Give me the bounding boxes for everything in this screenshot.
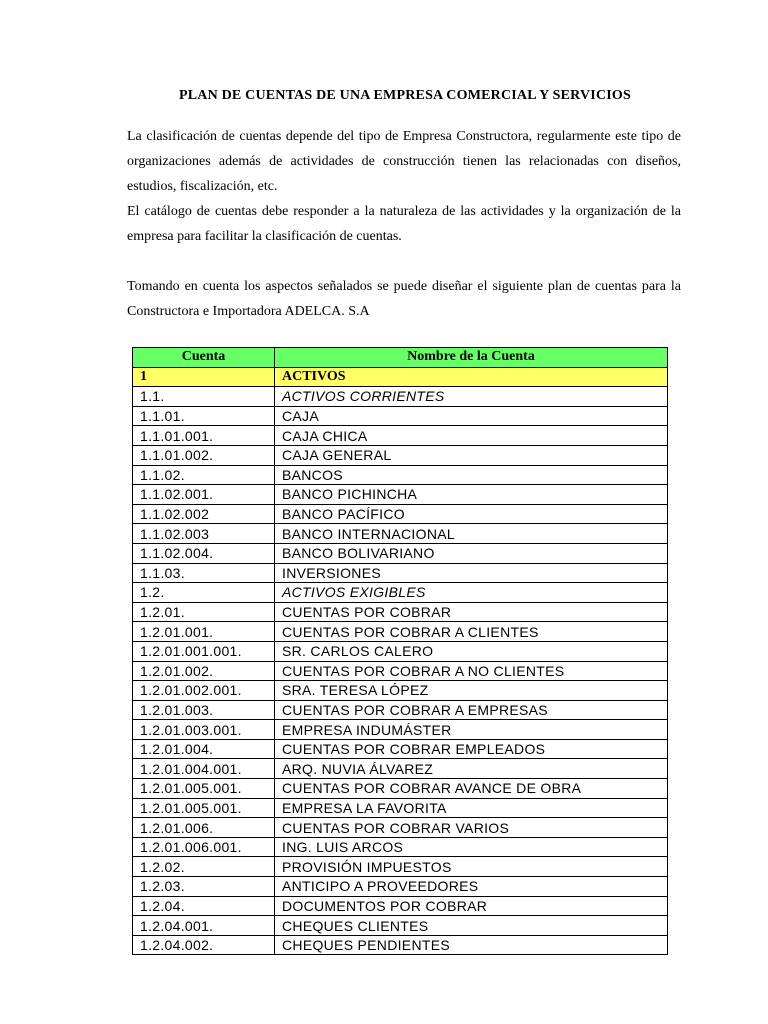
account-name: ARQ. NUVIA ÁLVAREZ: [275, 759, 668, 779]
accounts-table: [132, 347, 668, 955]
account-name: ACTIVOS EXIGIBLES: [275, 583, 668, 603]
table-row: [133, 661, 668, 681]
account-code: 1.2.04.002.: [133, 935, 275, 955]
table-row: [133, 563, 668, 583]
account-code: 1.1.01.: [133, 406, 275, 426]
account-name: BANCO BOLIVARIANO: [275, 543, 668, 563]
account-name: EMPRESA LA FAVORITA: [275, 798, 668, 818]
table-row: [133, 935, 668, 955]
account-name: CAJA GENERAL: [275, 445, 668, 465]
account-name: BANCO PICHINCHA: [275, 485, 668, 505]
table-header-row: [133, 348, 668, 368]
table-row: [133, 818, 668, 838]
account-code: 1.2.01.006.001.: [133, 837, 275, 857]
table-row: [133, 681, 668, 701]
account-name: ACTIVOS CORRIENTES: [275, 387, 668, 407]
account-code: 1.1.02.003: [133, 524, 275, 544]
account-name: BANCO PACÍFICO: [275, 504, 668, 524]
account-code: 1.2.01.006.: [133, 818, 275, 838]
account-name: SR. CARLOS CALERO: [275, 641, 668, 661]
table-row: [133, 367, 668, 387]
account-name: ING. LUIS ARCOS: [275, 837, 668, 857]
table-row: [133, 857, 668, 877]
table-row: [133, 739, 668, 759]
table-row: [133, 504, 668, 524]
account-name: ACTIVOS: [275, 367, 668, 387]
account-code: 1.2.04.: [133, 896, 275, 916]
account-code: 1.1.03.: [133, 563, 275, 583]
account-code: 1.2.01.001.: [133, 622, 275, 642]
account-name: CUENTAS POR COBRAR AVANCE DE OBRA: [275, 779, 668, 799]
account-code: 1.1.01.002.: [133, 445, 275, 465]
account-name: CUENTAS POR COBRAR VARIOS: [275, 818, 668, 838]
account-code: 1.2.: [133, 583, 275, 603]
table-row: [133, 798, 668, 818]
table-row: [133, 387, 668, 407]
intro-paragraph-second: El catálogo de cuentas debe responder a la naturaleza de las actividades y la organización de la empresa para facilitar la clasificación de cuentas.: [127, 204, 681, 244]
account-code: 1.1.01.001.: [133, 426, 275, 446]
table-row: [133, 877, 668, 897]
account-code: 1.2.01.001.001.: [133, 641, 275, 661]
account-code: 1.1.02.: [133, 465, 275, 485]
account-name: CUENTAS POR COBRAR: [275, 602, 668, 622]
account-name: CUENTAS POR COBRAR A CLIENTES: [275, 622, 668, 642]
table-row: [133, 641, 668, 661]
header-name: Nombre de la Cuenta: [275, 348, 668, 368]
table-row: [133, 700, 668, 720]
table-body: [133, 367, 668, 955]
account-name: SRA. TERESA LÓPEZ: [275, 681, 668, 701]
table-row: [133, 543, 668, 563]
account-code: 1.1.02.001.: [133, 485, 275, 505]
table-row: [133, 602, 668, 622]
intro-paragraph-first: La clasificación de cuentas depende del tipo de Empresa Constructora, regularmente este tipo de organizaciones además de actividades de construcción tienen las relacionadas con diseños, estudios, fiscalización, etc.: [127, 129, 681, 194]
account-code: 1.2.01.003.: [133, 700, 275, 720]
account-code: 1.1.02.002: [133, 504, 275, 524]
account-code: 1.1.02.004.: [133, 543, 275, 563]
account-code: 1.2.01.005.001.: [133, 779, 275, 799]
account-code: 1.2.01.003.001.: [133, 720, 275, 740]
table-row: [133, 426, 668, 446]
account-name: ANTICIPO A PROVEEDORES: [275, 877, 668, 897]
table-row: [133, 779, 668, 799]
account-code: 1.2.01.002.: [133, 661, 275, 681]
table-row: [133, 485, 668, 505]
table-row: [133, 406, 668, 426]
table-row: [133, 896, 668, 916]
table-row: [133, 622, 668, 642]
account-code: 1.2.01.005.001.: [133, 798, 275, 818]
account-code: 1.2.03.: [133, 877, 275, 897]
account-name: CUENTAS POR COBRAR A NO CLIENTES: [275, 661, 668, 681]
account-code: 1.2.01.002.001.: [133, 681, 275, 701]
account-name: CHEQUES PENDIENTES: [275, 935, 668, 955]
table-row: [133, 445, 668, 465]
account-code: 1.2.01.: [133, 602, 275, 622]
account-name: PROVISIÓN IMPUESTOS: [275, 857, 668, 877]
account-code: 1.1.: [133, 387, 275, 407]
account-code: 1.2.04.001.: [133, 916, 275, 936]
table-row: [133, 465, 668, 485]
account-name: INVERSIONES: [275, 563, 668, 583]
account-code: 1.2.02.: [133, 857, 275, 877]
account-name: CAJA: [275, 406, 668, 426]
account-name: CUENTAS POR COBRAR A EMPRESAS: [275, 700, 668, 720]
plan-paragraph: Tomando en cuenta los aspectos señalados se puede diseñar el siguiente plan de cuentas para la Constructora e Importadora ADELCA. S.A: [127, 279, 681, 319]
account-code: 1.2.01.004.: [133, 739, 275, 759]
table-row: [133, 837, 668, 857]
account-name: CHEQUES CLIENTES: [275, 916, 668, 936]
account-name: EMPRESA INDUMÁSTER: [275, 720, 668, 740]
account-name: CAJA CHICA: [275, 426, 668, 446]
table-row: [133, 916, 668, 936]
table-row: [133, 720, 668, 740]
document-title: PLAN DE CUENTAS DE UNA EMPRESA COMERCIAL Y SERVICIOS: [178, 88, 631, 103]
account-code: 1.2.01.004.001.: [133, 759, 275, 779]
account-code: 1: [133, 367, 275, 387]
account-name: CUENTAS POR COBRAR EMPLEADOS: [275, 739, 668, 759]
header-code: Cuenta: [133, 348, 275, 368]
table-row: [133, 524, 668, 544]
table-row: [133, 583, 668, 603]
intro-paragraph: [127, 124, 681, 249]
account-name: BANCOS: [275, 465, 668, 485]
account-name: BANCO INTERNACIONAL: [275, 524, 668, 544]
table-row: [133, 759, 668, 779]
account-name: DOCUMENTOS POR COBRAR: [275, 896, 668, 916]
